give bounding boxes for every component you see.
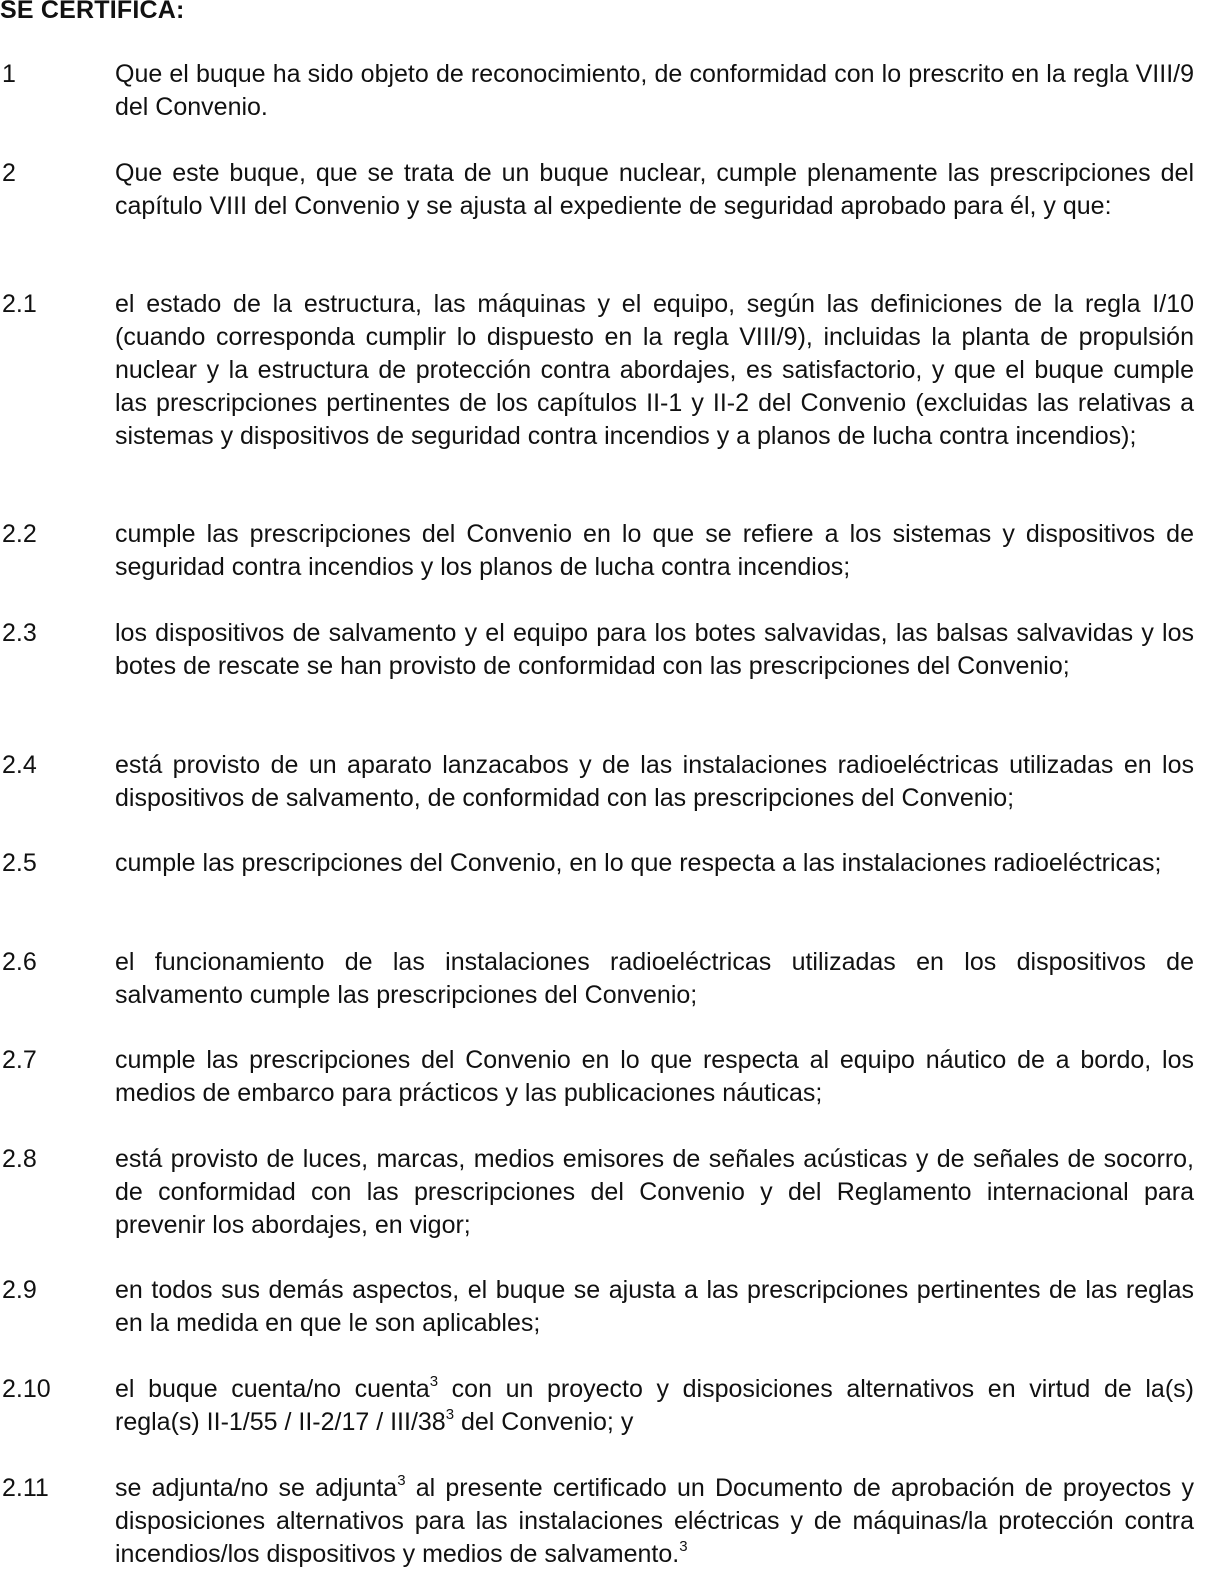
item-text: está provisto de luces, marcas, medios emisores de señales acústicas y de señales de socorro, de conformidad con las prescripciones del Convenio y del Reglamento internacional para prevenir los abordajes, en vigor; [115, 1145, 1194, 1239]
list-item [0, 1472, 1194, 1571]
item-text: está provisto de un aparato lanzacabos y de las instalaciones radioeléctricas utilizadas en los dispositivos de salvamento, de conformidad con las prescripciones del Convenio; [115, 751, 1194, 812]
item-number: 2.2 [2, 520, 37, 548]
item-number: 2.10 [2, 1375, 51, 1403]
item-number: 2 [2, 159, 16, 187]
item-number: 2.5 [2, 849, 37, 877]
list-item [0, 1373, 1194, 1439]
list-item [0, 1044, 1194, 1110]
list-item [0, 58, 1194, 124]
list-item [0, 749, 1194, 815]
text-run: se adjunta/no se adjunta [115, 1474, 398, 1502]
item-number: 2.1 [2, 290, 37, 318]
footnote-marker: 3 [679, 1538, 688, 1555]
list-item [0, 1274, 1194, 1340]
item-number: 2.11 [2, 1474, 49, 1502]
item-text [115, 1373, 1194, 1439]
item-text: Que el buque ha sido objeto de reconocimiento, de conformidad con lo prescrito en la regla VIII/9 del Convenio. [115, 60, 1194, 121]
footnote-marker: 3 [445, 1406, 455, 1423]
item-number: 2.7 [2, 1046, 37, 1074]
item-number: 2.3 [2, 619, 37, 647]
item-text: los dispositivos de salvamento y el equipo para los botes salvavidas, las balsas salvavidas y los botes de rescate se han provisto de conformidad con las prescripciones del Convenio; [115, 619, 1194, 680]
text-run: del Convenio; y [454, 1408, 634, 1436]
list-item [0, 288, 1194, 453]
text-run: el buque cuenta/no cuenta [115, 1375, 430, 1403]
text-run: con un proyecto y disposiciones alternativos en virtud de la(s) regla(s) II-1/55 / II-2/17 / III/38 [115, 1375, 1194, 1436]
list-item [0, 1143, 1194, 1242]
list-item [0, 617, 1194, 683]
item-text: Que este buque, que se trata de un buque nuclear, cumple plenamente las prescripciones del capítulo VIII del Convenio y se ajusta al expediente de seguridad aprobado para él, y que: [115, 159, 1194, 220]
item-text: cumple las prescripciones del Convenio, en lo que respecta a las instalaciones radioeléctricas; [115, 849, 1162, 877]
footnote-marker: 3 [397, 1472, 406, 1489]
item-text [115, 1472, 1194, 1571]
list-item [0, 847, 1194, 880]
section-heading: SE CERTIFICA: [0, 0, 185, 24]
item-number: 2.9 [2, 1276, 37, 1304]
item-number: 2.8 [2, 1145, 37, 1173]
item-number: 2.6 [2, 948, 37, 976]
item-number: 1 [2, 60, 16, 88]
item-number: 2.4 [2, 751, 37, 779]
item-text: el estado de la estructura, las máquinas y el equipo, según las definiciones de la regla I/10 (cuando corresponda cumplir lo dispuesto en la regla VIII/9), incluidas la planta de propulsión nuclear y la estructura de protección contra abordajes, es satisfactorio, y que el buque cumple las prescripciones pertinentes de los capítulos II-1 y II-2 del Convenio (excluidas las relativas a sistemas y dispositivos de seguridad contra incendios y a planos de lucha contra incendios); [115, 290, 1194, 450]
text-run: al presente certificado un Documento de aprobación de proyectos y disposiciones alternativos para las instalaciones eléctricas y de máquinas/la protección contra incendios/los dispositivos y medios de salvamento. [115, 1474, 1195, 1568]
list-item [0, 157, 1194, 223]
footnote-marker: 3 [429, 1373, 439, 1390]
item-text: cumple las prescripciones del Convenio en lo que respecta al equipo náutico de a bordo, los medios de embarco para prácticos y las publicaciones náuticas; [115, 1046, 1194, 1107]
list-item [0, 946, 1194, 1012]
list-item [0, 518, 1194, 584]
item-text: el funcionamiento de las instalaciones radioeléctricas utilizadas en los dispositivos de salvamento cumple las prescripciones del Convenio; [115, 948, 1194, 1009]
item-text: cumple las prescripciones del Convenio en lo que se refiere a los sistemas y dispositivos de seguridad contra incendios y los planos de lucha contra incendios; [115, 520, 1194, 581]
item-text: en todos sus demás aspectos, el buque se ajusta a las prescripciones pertinentes de las reglas en la medida en que le son aplicables; [115, 1276, 1194, 1337]
